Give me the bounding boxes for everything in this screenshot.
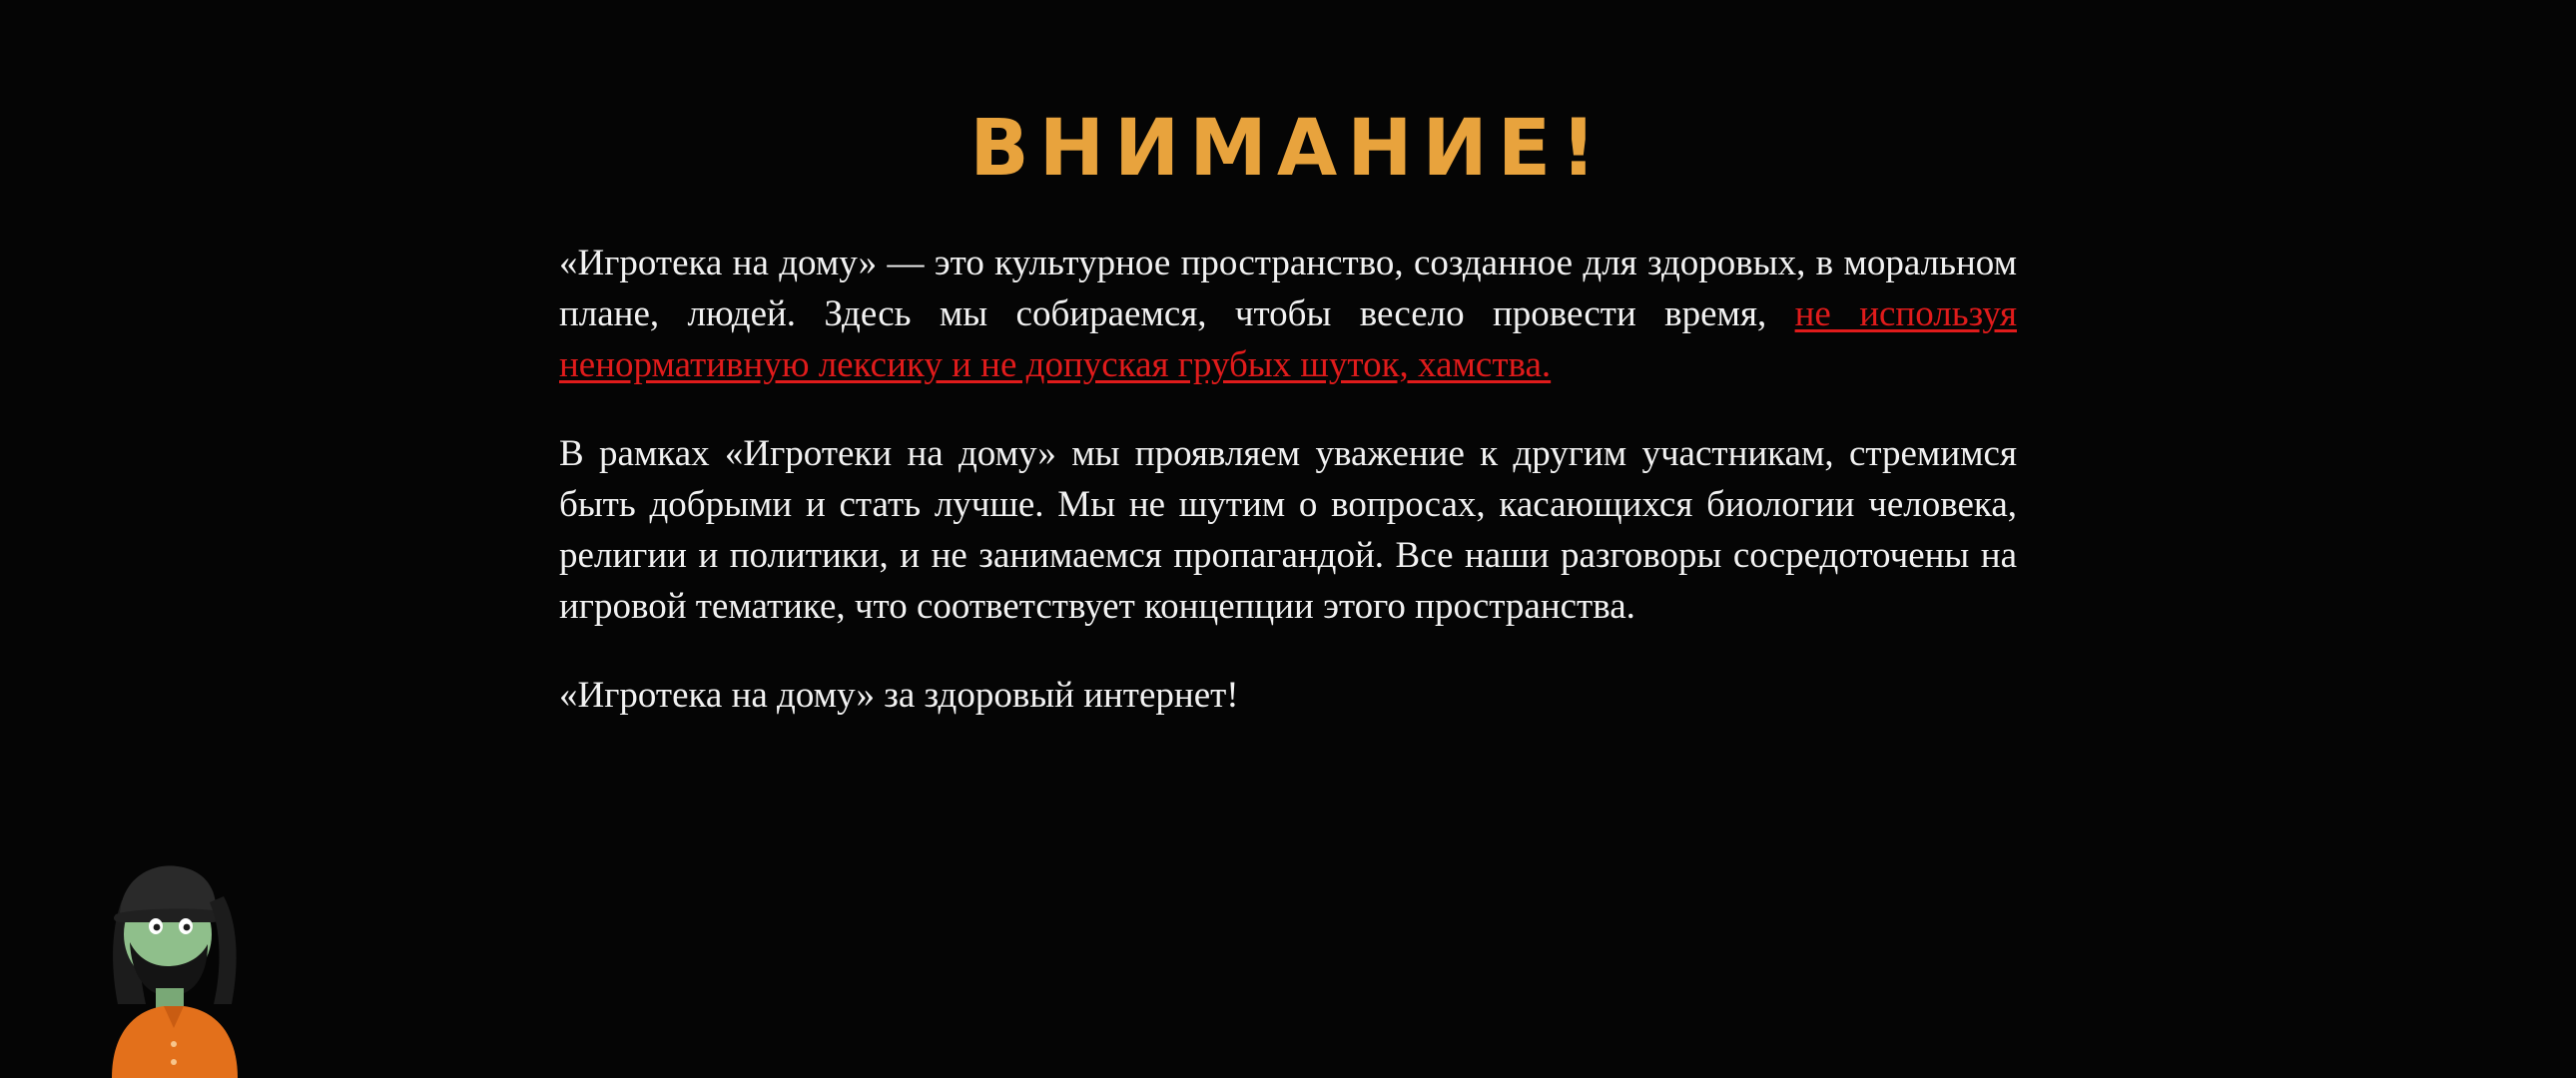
page-title: ВНИМАНИЕ!: [969, 104, 1607, 194]
paragraph-rules: В рамках «Игротеки на дому» мы проявляем уважение к другим участникам, стремимся быть добрыми и стать лучше. Мы не шутим о вопросах, касающихся биологии человека, религии и политики, и не занимаемся пропагандой. Все наши разговоры сосредоточены на игровой тематике, что соответствует концепции этого пространства.: [559, 433, 2017, 628]
body-text-block: [559, 238, 2017, 721]
mascot-cap-icon: [120, 865, 216, 914]
intro-highlight-text: не используя ненормативную лексику и не допуская грубых шуток, хамства.: [559, 293, 2017, 386]
intro-lead-text: «Игротека на дому» — это культурное пространство, созданное для здоровых, в моральном плане, людей. Здесь мы собираемся, чтобы весело провести время,: [559, 243, 2017, 335]
paragraph-intro: [559, 238, 2017, 390]
paragraph-slogan: «Игротека на дому» за здоровый интернет!: [559, 675, 1239, 717]
mascot-character: [60, 838, 290, 1078]
